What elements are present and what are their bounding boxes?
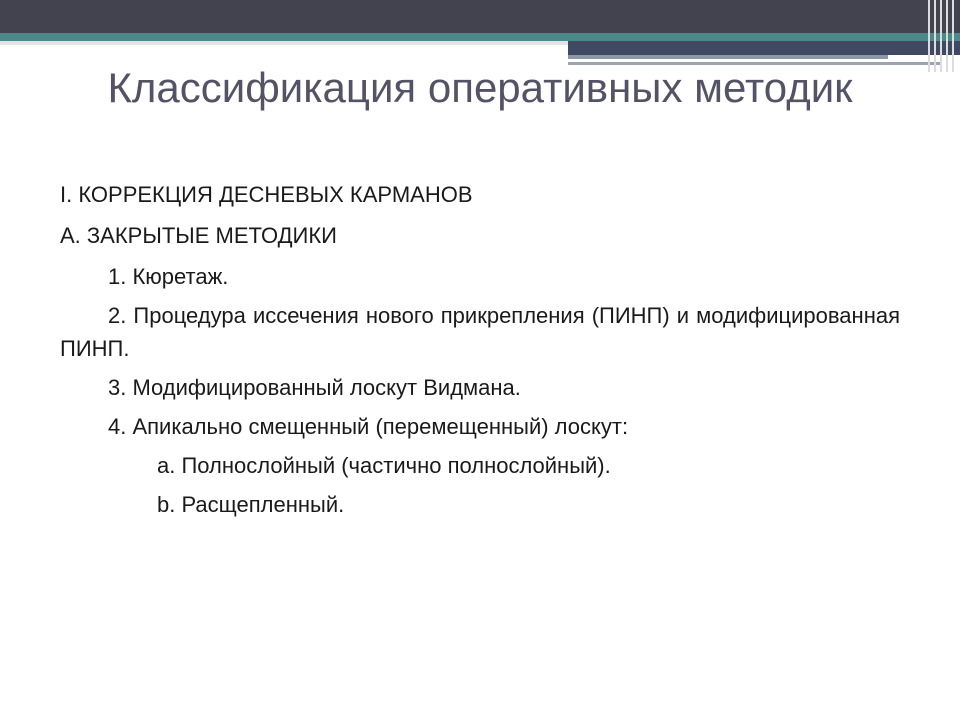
header-dark-band xyxy=(0,0,960,33)
slide-title: Классификация оперативных методик xyxy=(107,64,853,111)
header-light-rule xyxy=(0,41,568,45)
list-item: 3. Модифицированный лоскут Видмана. xyxy=(108,375,521,400)
slide-body-list xyxy=(60,178,900,527)
list-item: А. ЗАКРЫТЫЕ МЕТОДИКИ xyxy=(60,223,337,248)
list-item: 1. Кюретаж. xyxy=(108,264,229,289)
header-grey-bar xyxy=(568,55,888,59)
list-item: 2. Процедура иссечения нового прикрепления (ПИНП) и модифицированная ПИНП. xyxy=(60,303,900,361)
header-navy-bar xyxy=(568,41,960,55)
header-side-stripes xyxy=(922,0,960,72)
list-item: I. КОРРЕКЦИЯ ДЕСНЕВЫХ КАРМАНОВ xyxy=(60,182,473,207)
list-item: a. Полнослойный (частично полнослойный). xyxy=(157,453,611,478)
list-item: 4. Апикально смещенный (перемещенный) лоскут: xyxy=(108,414,629,439)
list-item: b. Расщепленный. xyxy=(157,492,345,517)
header-teal-band xyxy=(0,33,960,41)
